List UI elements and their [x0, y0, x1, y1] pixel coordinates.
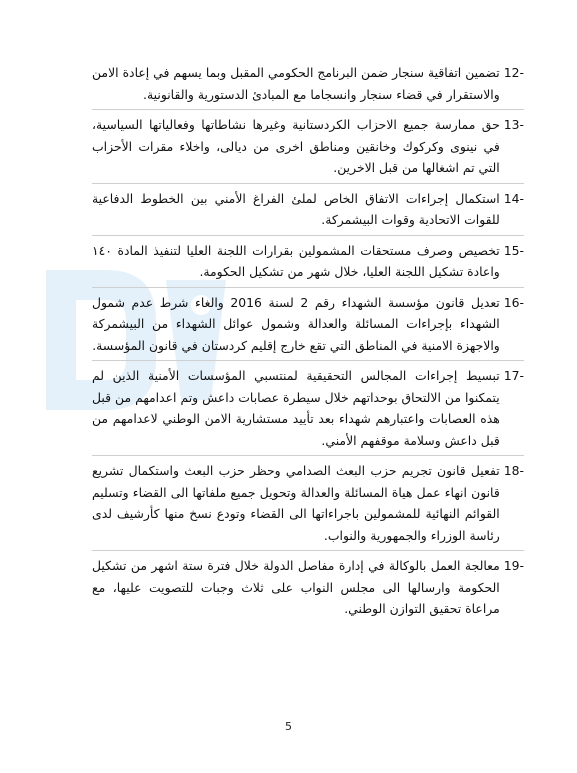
item-text: تخصيص وصرف مستحقات المشمولين بقرارات اللجنة العليا لتنفيذ المادة ١٤٠ واعادة تشكيل اللجنة العليا، خلال شهر من تشكيل الحكومة. — [92, 242, 500, 279]
item-text: تضمين اتفاقية سنجار ضمن البرنامج الحكومي المقبل وبما يسهم في إعادة الامن والاستقرار في قضاء سنجار وانسجاما مع المبادئ الدستورية والقانونية. — [92, 65, 500, 102]
list-item — [92, 188, 524, 231]
list-item — [92, 365, 524, 451]
item-number: 13- — [503, 117, 524, 132]
list-item — [92, 292, 524, 357]
list-item — [92, 555, 524, 620]
item-number: 16- — [503, 294, 524, 310]
list-item — [92, 460, 524, 546]
item-number: 19- — [503, 558, 524, 573]
divider — [92, 109, 524, 110]
divider — [92, 550, 524, 551]
item-text: تفعيل قانون تجريم حزب البعث الصدامي وحظر حزب البعث واستكمال تشريع قانون انهاء عمل هياة المسائلة والعدالة وتحويل جميع ملفاتها الى القضاء وتسليم القوائم النهائية للمشمولين باجراءاتها الى القضاء وتودع نسخ منها كأرشيف لدى رئاسة الوزراء والجمهورية والنواب. — [92, 463, 500, 543]
divider — [92, 360, 524, 361]
divider — [92, 455, 524, 456]
divider — [92, 287, 524, 288]
divider — [92, 183, 524, 184]
list-item — [92, 240, 524, 283]
item-number: 14- — [503, 190, 524, 206]
item-number: 12- — [503, 65, 524, 80]
item-text: معالجة العمل بالوكالة في إدارة مفاصل الدولة خلال فترة ستة اشهر من تشكيل الحكومة وارسالها الى مجلس النواب على ثلاث وجبات للتصويت عليها، مع مراعاة تحقيق التوازن الوطني. — [92, 558, 500, 616]
item-text: استكمال إجراءات الاتفاق الخاص لملئ الفراغ الأمني بين الخطوط الدفاعية للقوات الاتحادية وقوات البيشمركة. — [92, 190, 500, 227]
item-text: حق ممارسة جميع الاحزاب الكردستانية وغيرها نشاطاتها وفعالياتها السياسية، في نينوى وكركوك وخانقين ومناطق اخرى من ديالى، واخلاء مقرات الأحزاب التي تم اشغالها من قبل الاخرين. — [92, 117, 500, 175]
divider — [92, 235, 524, 236]
item-number: 18- — [503, 463, 524, 478]
item-text: تبسيط إجراءات المجالس التحقيقية لمنتسبي المؤسسات الأمنية الذين لم يتمكنوا من الالتحاق بوحداتهم خلال سيطرة عصابات داعش وتم اعدامهم من قبل هذه العصابات واعتبارهم شهداء بعد تأييد مستشارية الامن الوطني لاعدامهم من قبل داعش وسلامة موقفهم الأمني. — [92, 368, 500, 448]
item-text: تعديل قانون مؤسسة الشهداء رقم 2 لسنة 2016 والغاء شرط عدم شمول الشهداء بإجراءات المسائلة والعدالة وشمول عوائل الشهداء من البيشمركة والاجهزة الامنية في المناطق التي تقع خارج إقليم كردستان في قانون المؤسسة. — [92, 294, 500, 353]
items-list — [92, 62, 524, 620]
page-number: 5 — [285, 720, 292, 733]
list-item — [92, 114, 524, 179]
item-number: 15- — [503, 242, 524, 258]
list-item — [92, 62, 524, 105]
item-number: 17- — [503, 368, 524, 383]
